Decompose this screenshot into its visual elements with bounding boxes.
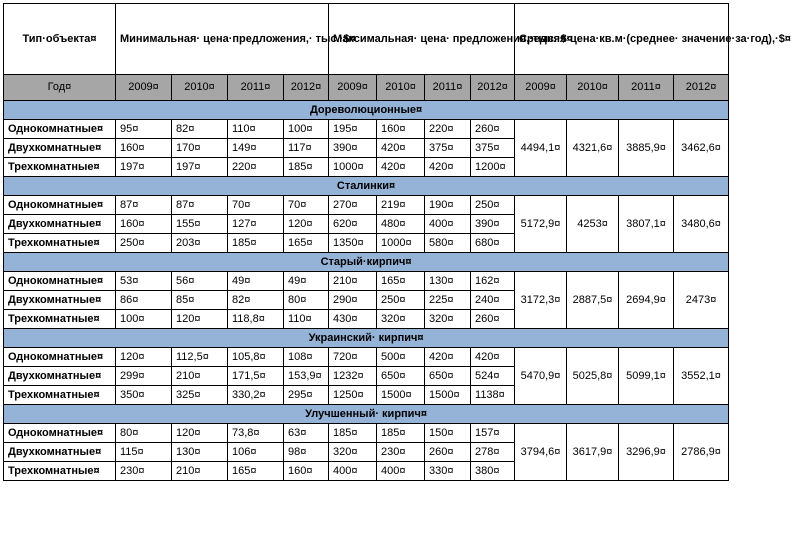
min-price-cell: 299¤	[116, 367, 172, 386]
min-price-cell: 210¤	[172, 367, 228, 386]
max-price-cell: 1250¤	[329, 386, 377, 405]
avg-price-cell: 3807,1¤	[619, 196, 674, 253]
min-price-cell: 110¤	[284, 310, 329, 329]
min-price-cell: 120¤	[284, 215, 329, 234]
min-price-cell: 160¤	[116, 139, 172, 158]
year-cell: 2010¤	[567, 75, 619, 101]
max-price-cell: 420¤	[471, 348, 515, 367]
min-price-cell: 106¤	[228, 443, 284, 462]
table-row	[4, 272, 729, 291]
max-price-cell: 1500¤	[425, 386, 471, 405]
max-price-cell: 185¤	[329, 424, 377, 443]
avg-price-cell: 5025,8¤	[567, 348, 619, 405]
apartment-type-label: Двухкомнатные¤	[4, 443, 116, 462]
max-price-cell: 250¤	[377, 291, 425, 310]
header-row	[4, 4, 729, 75]
max-price-cell: 162¤	[471, 272, 515, 291]
year-cell: 2012¤	[471, 75, 515, 101]
max-price-cell: 620¤	[329, 215, 377, 234]
min-price-cell: 100¤	[116, 310, 172, 329]
min-price-cell: 120¤	[116, 348, 172, 367]
min-price-cell: 49¤	[228, 272, 284, 291]
max-price-cell: 430¤	[329, 310, 377, 329]
min-price-cell: 170¤	[172, 139, 228, 158]
avg-price-cell: 2473¤	[674, 272, 729, 329]
max-price-cell: 1000¤	[377, 234, 425, 253]
max-price-cell: 420¤	[377, 139, 425, 158]
max-price-cell: 157¤	[471, 424, 515, 443]
section-title: Улучшенный· кирпич¤	[4, 405, 729, 424]
year-label: Год¤	[4, 75, 116, 101]
year-cell: 2012¤	[284, 75, 329, 101]
min-price-cell: 117¤	[284, 139, 329, 158]
min-price-cell: 127¤	[228, 215, 284, 234]
avg-price-cell: 4494,1¤	[515, 120, 567, 177]
max-price-cell: 320¤	[377, 310, 425, 329]
apartment-type-label: Однокомнатные¤	[4, 348, 116, 367]
min-price-cell: 95¤	[116, 120, 172, 139]
min-price-cell: 350¤	[116, 386, 172, 405]
year-cell: 2010¤	[377, 75, 425, 101]
table-row	[4, 348, 729, 367]
max-price-cell: 375¤	[425, 139, 471, 158]
min-price-cell: 325¤	[172, 386, 228, 405]
min-price-cell: 185¤	[228, 234, 284, 253]
min-price-cell: 220¤	[228, 158, 284, 177]
section-title: Дореволюционные¤	[4, 101, 729, 120]
max-price-cell: 420¤	[425, 158, 471, 177]
min-price-cell: 149¤	[228, 139, 284, 158]
max-price-cell: 195¤	[329, 120, 377, 139]
min-price-cell: 82¤	[228, 291, 284, 310]
year-cell: 2009¤	[329, 75, 377, 101]
apartment-type-label: Трехкомнатные¤	[4, 310, 116, 329]
min-price-cell: 165¤	[228, 462, 284, 481]
max-price-cell: 219¤	[377, 196, 425, 215]
min-price-cell: 153,9¤	[284, 367, 329, 386]
max-price-cell: 375¤	[471, 139, 515, 158]
max-price-cell: 230¤	[377, 443, 425, 462]
min-price-cell: 108¤	[284, 348, 329, 367]
max-price-cell: 420¤	[377, 158, 425, 177]
min-price-cell: 118,8¤	[228, 310, 284, 329]
year-row	[4, 75, 729, 101]
min-price-cell: 82¤	[172, 120, 228, 139]
avg-price-cell: 4253¤	[567, 196, 619, 253]
section-title: Украинский· кирпич¤	[4, 329, 729, 348]
apartment-type-label: Однокомнатные¤	[4, 196, 116, 215]
apartment-type-label: Двухкомнатные¤	[4, 291, 116, 310]
header-min-price: Минимальная· цена·предложения,· тыс.·$¤	[116, 4, 329, 75]
max-price-cell: 320¤	[329, 443, 377, 462]
min-price-cell: 130¤	[172, 443, 228, 462]
table-row	[4, 424, 729, 443]
section-header-row	[4, 177, 729, 196]
min-price-cell: 110¤	[228, 120, 284, 139]
max-price-cell: 330¤	[425, 462, 471, 481]
max-price-cell: 290¤	[329, 291, 377, 310]
min-price-cell: 70¤	[228, 196, 284, 215]
max-price-cell: 220¤	[425, 120, 471, 139]
year-cell: 2009¤	[515, 75, 567, 101]
max-price-cell: 580¤	[425, 234, 471, 253]
section-header-row	[4, 253, 729, 272]
min-price-cell: 80¤	[284, 291, 329, 310]
max-price-cell: 680¤	[471, 234, 515, 253]
max-price-cell: 1000¤	[329, 158, 377, 177]
apartment-type-label: Двухкомнатные¤	[4, 367, 116, 386]
section-title: Старый·кирпич¤	[4, 253, 729, 272]
min-price-cell: 120¤	[172, 310, 228, 329]
min-price-cell: 56¤	[172, 272, 228, 291]
min-price-cell: 85¤	[172, 291, 228, 310]
min-price-cell: 210¤	[172, 462, 228, 481]
max-price-cell: 130¤	[425, 272, 471, 291]
max-price-cell: 400¤	[377, 462, 425, 481]
min-price-cell: 73,8¤	[228, 424, 284, 443]
avg-price-cell: 2786,9¤	[674, 424, 729, 481]
apartment-type-label: Однокомнатные¤	[4, 272, 116, 291]
avg-price-cell: 4321,6¤	[567, 120, 619, 177]
year-cell: 2011¤	[619, 75, 674, 101]
min-price-cell: 250¤	[116, 234, 172, 253]
avg-price-cell: 5172,9¤	[515, 196, 567, 253]
max-price-cell: 400¤	[329, 462, 377, 481]
min-price-cell: 230¤	[116, 462, 172, 481]
max-price-cell: 1200¤	[471, 158, 515, 177]
max-price-cell: 1350¤	[329, 234, 377, 253]
max-price-cell: 278¤	[471, 443, 515, 462]
avg-price-cell: 3172,3¤	[515, 272, 567, 329]
min-price-cell: 112,5¤	[172, 348, 228, 367]
max-price-cell: 190¤	[425, 196, 471, 215]
min-price-cell: 49¤	[284, 272, 329, 291]
max-price-cell: 390¤	[329, 139, 377, 158]
min-price-cell: 171,5¤	[228, 367, 284, 386]
max-price-cell: 320¤	[425, 310, 471, 329]
section-header-row	[4, 405, 729, 424]
max-price-cell: 650¤	[425, 367, 471, 386]
avg-price-cell: 3296,9¤	[619, 424, 674, 481]
min-price-cell: 80¤	[116, 424, 172, 443]
header-max-price: Максимальная· цена· предложения,·тыс.·$¤	[329, 4, 515, 75]
min-price-cell: 115¤	[116, 443, 172, 462]
min-price-cell: 197¤	[172, 158, 228, 177]
min-price-cell: 87¤	[172, 196, 228, 215]
min-price-cell: 86¤	[116, 291, 172, 310]
avg-price-cell: 3480,6¤	[674, 196, 729, 253]
min-price-cell: 155¤	[172, 215, 228, 234]
max-price-cell: 185¤	[377, 424, 425, 443]
max-price-cell: 720¤	[329, 348, 377, 367]
max-price-cell: 270¤	[329, 196, 377, 215]
min-price-cell: 295¤	[284, 386, 329, 405]
max-price-cell: 1232¤	[329, 367, 377, 386]
apartment-type-label: Однокомнатные¤	[4, 424, 116, 443]
avg-price-cell: 5470,9¤	[515, 348, 567, 405]
max-price-cell: 260¤	[425, 443, 471, 462]
max-price-cell: 650¤	[377, 367, 425, 386]
year-cell: 2010¤	[172, 75, 228, 101]
avg-price-cell: 3794,6¤	[515, 424, 567, 481]
min-price-cell: 330,2¤	[228, 386, 284, 405]
apartment-type-label: Трехкомнатные¤	[4, 158, 116, 177]
max-price-cell: 500¤	[377, 348, 425, 367]
avg-price-cell: 3617,9¤	[567, 424, 619, 481]
table-row	[4, 120, 729, 139]
max-price-cell: 524¤	[471, 367, 515, 386]
avg-price-cell: 2694,9¤	[619, 272, 674, 329]
header-object-type: Тип·объекта¤	[4, 4, 116, 75]
max-price-cell: 250¤	[471, 196, 515, 215]
min-price-cell: 165¤	[284, 234, 329, 253]
avg-price-cell: 3462,6¤	[674, 120, 729, 177]
year-cell: 2011¤	[228, 75, 284, 101]
max-price-cell: 1500¤	[377, 386, 425, 405]
max-price-cell: 210¤	[329, 272, 377, 291]
min-price-cell: 160¤	[284, 462, 329, 481]
apartment-type-label: Трехкомнатные¤	[4, 462, 116, 481]
min-price-cell: 197¤	[116, 158, 172, 177]
max-price-cell: 260¤	[471, 120, 515, 139]
section-title: Сталинки¤	[4, 177, 729, 196]
avg-price-cell: 3885,9¤	[619, 120, 674, 177]
apartment-type-label: Однокомнатные¤	[4, 120, 116, 139]
section-header-row	[4, 329, 729, 348]
min-price-cell: 185¤	[284, 158, 329, 177]
min-price-cell: 105,8¤	[228, 348, 284, 367]
apartment-type-label: Трехкомнатные¤	[4, 234, 116, 253]
min-price-cell: 98¤	[284, 443, 329, 462]
max-price-cell: 390¤	[471, 215, 515, 234]
max-price-cell: 420¤	[425, 348, 471, 367]
avg-price-cell: 5099,1¤	[619, 348, 674, 405]
min-price-cell: 160¤	[116, 215, 172, 234]
avg-price-cell: 2887,5¤	[567, 272, 619, 329]
max-price-cell: 165¤	[377, 272, 425, 291]
min-price-cell: 87¤	[116, 196, 172, 215]
max-price-cell: 260¤	[471, 310, 515, 329]
apartment-type-label: Двухкомнатные¤	[4, 215, 116, 234]
min-price-cell: 203¤	[172, 234, 228, 253]
year-cell: 2009¤	[116, 75, 172, 101]
price-table	[3, 3, 791, 481]
max-price-cell: 160¤	[377, 120, 425, 139]
apartment-type-label: Трехкомнатные¤	[4, 386, 116, 405]
min-price-cell: 53¤	[116, 272, 172, 291]
max-price-cell: 240¤	[471, 291, 515, 310]
max-price-cell: 380¤	[471, 462, 515, 481]
max-price-cell: 1138¤	[471, 386, 515, 405]
apartment-type-label: Двухкомнатные¤	[4, 139, 116, 158]
max-price-cell: 225¤	[425, 291, 471, 310]
max-price-cell: 150¤	[425, 424, 471, 443]
section-header-row	[4, 101, 729, 120]
min-price-cell: 100¤	[284, 120, 329, 139]
max-price-cell: 400¤	[425, 215, 471, 234]
year-cell: 2011¤	[425, 75, 471, 101]
avg-price-cell: 3552,1¤	[674, 348, 729, 405]
year-cell: 2012¤	[674, 75, 729, 101]
min-price-cell: 70¤	[284, 196, 329, 215]
max-price-cell: 480¤	[377, 215, 425, 234]
min-price-cell: 120¤	[172, 424, 228, 443]
header-avg-price: Средняя·цена·кв.м·(среднее· значение·за·год),·$¤	[515, 4, 729, 75]
min-price-cell: 63¤	[284, 424, 329, 443]
table-row	[4, 196, 729, 215]
